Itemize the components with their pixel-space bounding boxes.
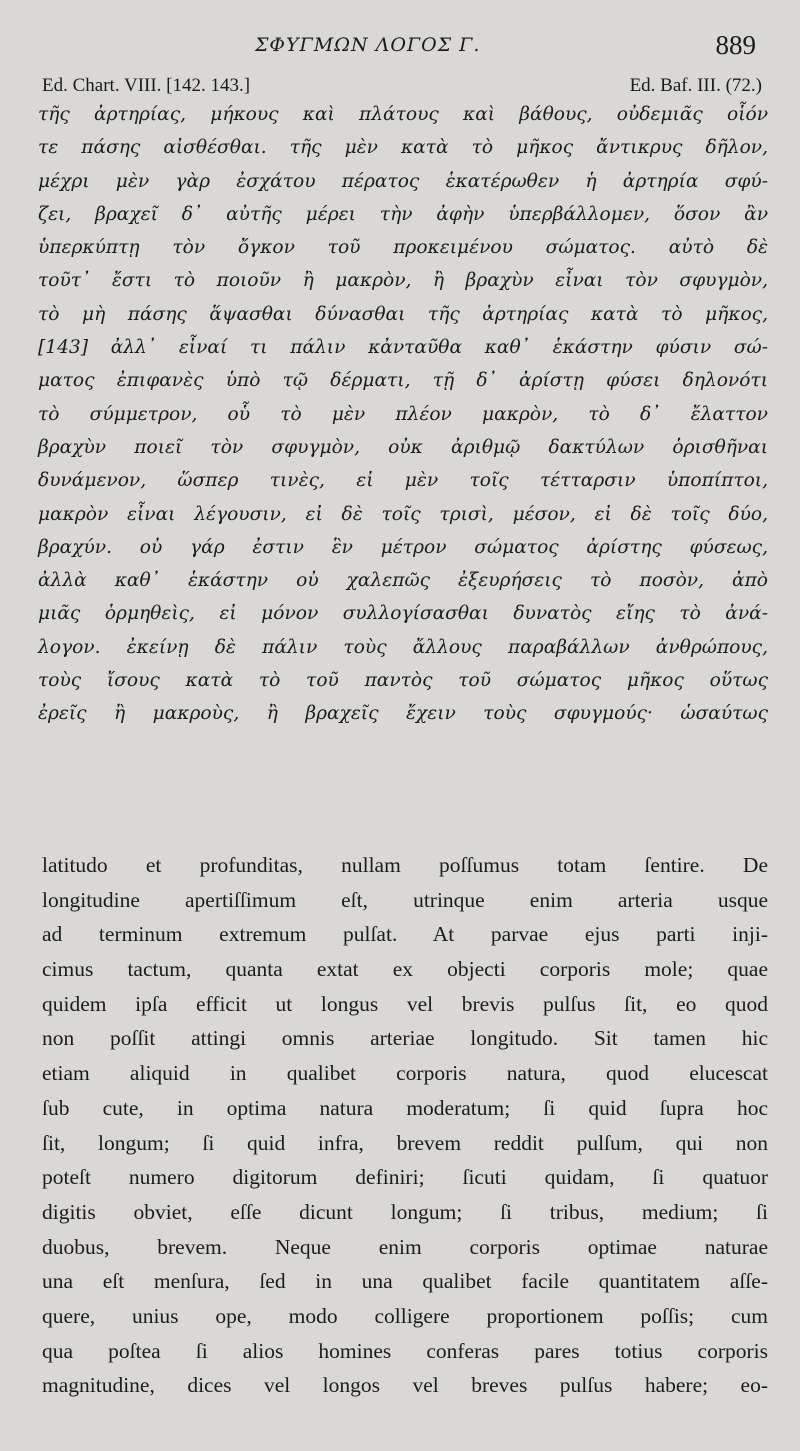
latin-line: non poſſit attingi omnis arteriae longitudo. Sit tamen hic [42,1026,768,1051]
greek-line: τὸ μὴ πάσης ἅψασθαι δύνασθαι τῆς ἀρτηρίας κατὰ τὸ μῆκος, [38,303,768,325]
greek-line: [143] ἀλλ᾽ εἶναί τι πάλιν κἀνταῦθα καθ᾽ ἑκάστην φύσιν σώ- [38,337,768,359]
latin-line: quere, unius ope, modo colligere proportionem poſſis; cum [42,1303,768,1328]
greek-line: βραχὺν ποιεῖ τὸν σφυγμὸν, οὐκ ἀριθμῷ δακτύλων ὁρισθῆναι [38,436,768,458]
greek-line: τὸ σύμμετρον, οὗ τὸ μὲν πλέον μακρὸν, τὸ δ᾽ ἔλαττον [38,403,768,425]
latin-line: poteſt numero digitorum definiri; ſicuti quidam, ſi quatuor [42,1165,768,1190]
page-number: 889 [715,30,756,60]
running-title: ΣΦΥΓΜΩΝ ΛΟΓΟΣ Γ. [255,34,481,56]
latin-line: etiam aliquid in qualibet corporis natura, quod elucescat [42,1061,768,1086]
edition-chartier-reference: Ed. Chart. VIII. [142. 143.] [42,75,251,96]
latin-line: ad terminum extremum pulſat. At parvae ejus parti inji- [42,922,768,947]
latin-line: longitudine apertiſſimum eſt, utrinque enim arteria usque [42,887,768,912]
greek-line: ζει, βραχεῖ δ᾽ αὐτῆς μέρει τὴν ἀφὴν ὑπερβάλλομεν, ὅσον ἂν [38,203,768,225]
latin-line: ſub cute, in optima natura moderatum; ſi quid ſupra hoc [42,1095,768,1120]
greek-line: τε πάσης αἰσθέσθαι. τῆς μὲν κατὰ τὸ μῆκος ἄντικρυς δῆλον, [38,137,768,159]
greek-line: λογον. ἐκείνῃ δὲ πάλιν τοὺς ἄλλους παραβάλλων ἀνθρώπους, [38,636,768,658]
greek-text-block [38,98,768,731]
greek-line: ἐρεῖς ἢ μακροὺς, ἢ βραχεῖς ἔχειν τοὺς σφυγμούς· ὡσαύτως [38,703,768,725]
latin-line: duobus, brevem. Neque enim corporis optimae naturae [42,1234,768,1259]
latin-line: quidem ipſa efficit ut longus vel brevis pulſus ſit, eo quod [42,991,768,1016]
greek-line: ἀλλὰ καθ᾽ ἑκάστην οὐ χαλεπῶς ἐξευρήσεις τὸ ποσὸν, ἀπὸ [38,570,768,592]
greek-line: βραχύν. οὐ γάρ ἐστιν ἓν μέτρον σώματος ἀρίστης φύσεως, [38,536,768,558]
greek-line: δυνάμενον, ὥσπερ τινὲς, εἰ μὲν τοῖς τέτταρσιν ὑποπίπτοι, [38,470,768,492]
greek-line: τοὺς ἴσους κατὰ τὸ τοῦ παντὸς τοῦ σώματος μῆκος οὕτως [38,670,768,692]
edition-basel-reference: Ed. Baf. III. (72.) [629,75,762,96]
greek-line: τῆς ἀρτηρίας, μήκους καὶ πλάτους καὶ βάθους, οὐδεμιᾶς οἷόν [38,104,768,125]
greek-line: μέχρι μὲν γὰρ ἐσχάτου πέρατος ἑκατέρωθεν ἡ ἀρτηρία σφύ- [38,170,768,192]
running-head [0,30,800,64]
greek-line: τοῦτ᾽ ἔστι τὸ ποιοῦν ἢ μακρὸν, ἢ βραχὺν εἶναι τὸν σφυγμὸν, [38,270,768,292]
greek-line: ὑπερκύπτῃ τὸν ὄγκον τοῦ προκειμένου σώματος. αὐτὸ δὲ [38,237,768,259]
latin-line: digitis obviet, eſſe dicunt longum; ſi tribus, medium; ſi [42,1199,768,1224]
latin-line: latitudo et profunditas, nullam poſſumus totam ſentire. De [42,853,768,877]
latin-line: cimus tactum, quanta extat ex objecti corporis mole; quae [42,957,768,982]
latin-line: una eſt menſura, ſed in una qualibet facile quantitatem aſſe- [42,1269,768,1294]
greek-line: ματος ἐπιφανὲς ὑπὸ τῷ δέρματι, τῇ δ᾽ ἀρίστῃ φύσει δηλονότι [38,370,768,392]
latin-line: ſit, longum; ſi quid infra, brevem reddit pulſum, qui non [42,1130,768,1155]
greek-line: μιᾶς ὁρμηθεὶς, εἰ μόνον συλλογίσασθαι δυνατὸς εἴης τὸ ἀνά- [38,603,768,625]
latin-line: qua poſtea ſi alios homines conferas pares totius corporis [42,1338,768,1363]
greek-line: μακρὸν εἶναι λέγουσιν, εἰ δὲ τοῖς τρισὶ, μέσον, εἰ δὲ τοῖς δύο, [38,503,768,525]
latin-line: magnitudine, dices vel longos vel breves pulſus habere; eo- [42,1373,768,1398]
latin-text-block [42,848,768,1403]
